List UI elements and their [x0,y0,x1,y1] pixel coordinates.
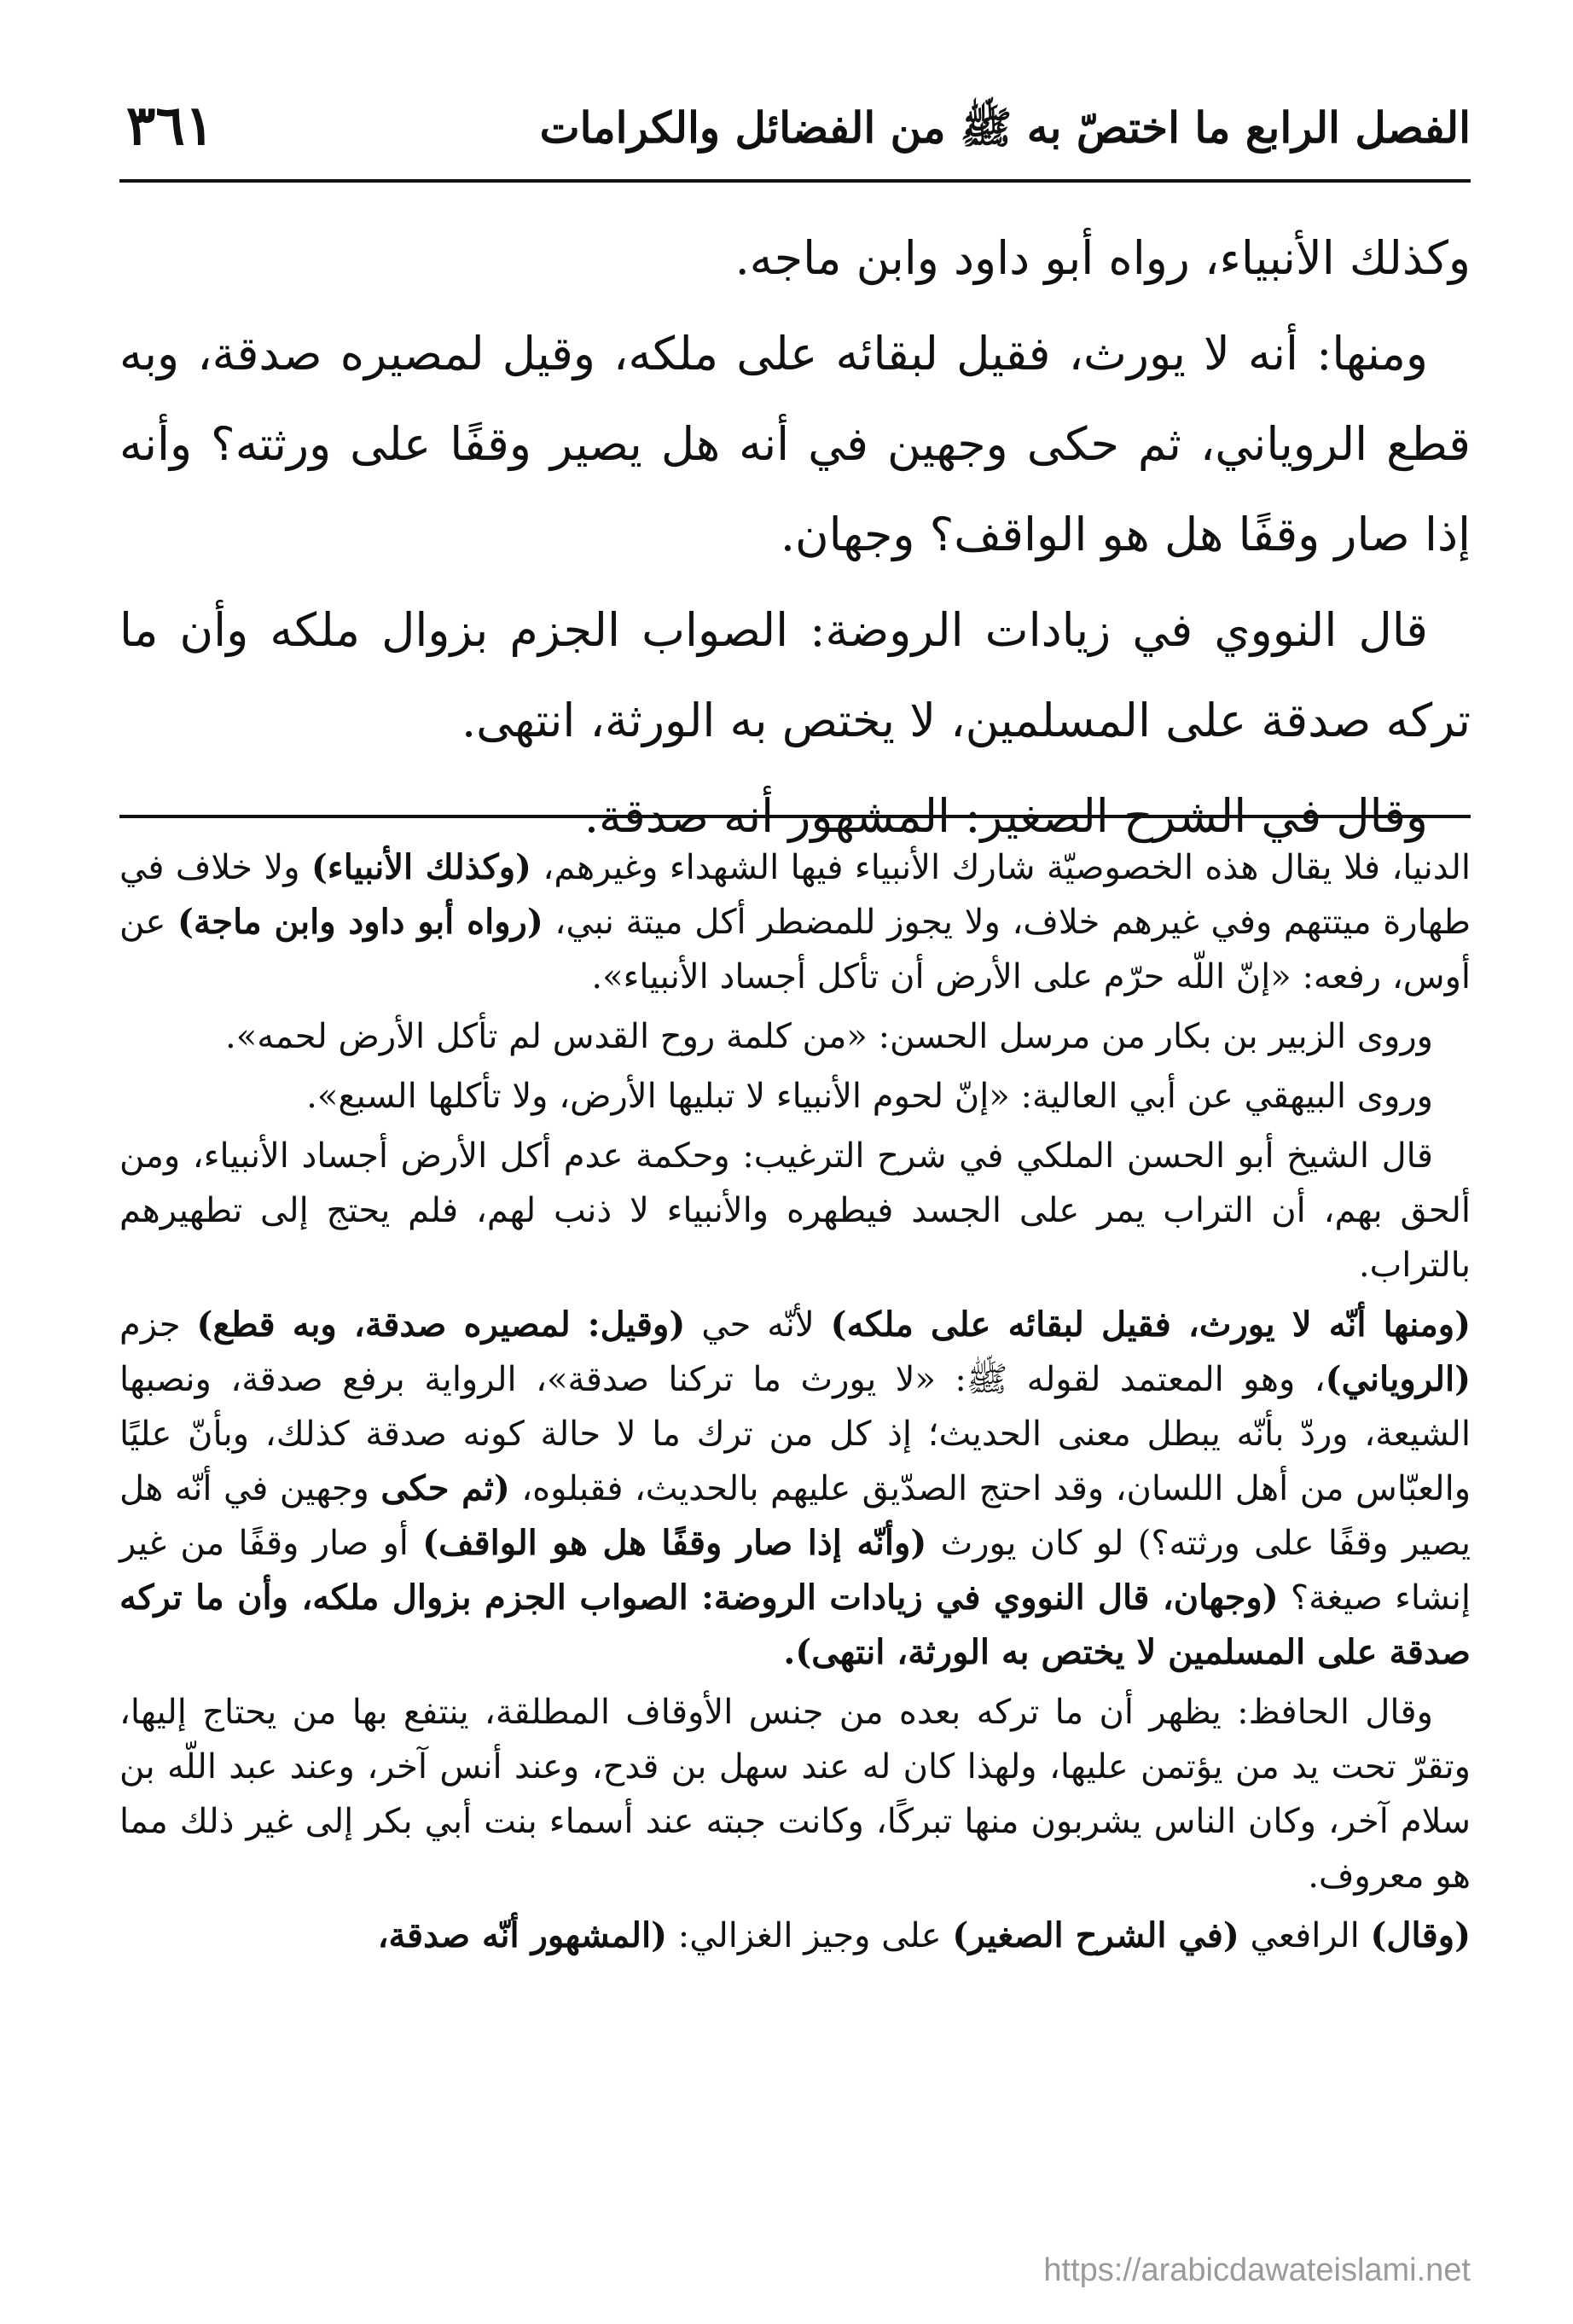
commentary-text: عن أوس، رفعه: «إنّ اللّه حرّم على الأرض أن تأكل أجساد الأنبياء». [119,903,1471,996]
quoted-text: (رواه أبو داود وابن ماجة) [177,902,543,942]
main-paragraph: وكذلك الأنبياء، رواه أبو داود وابن ماجه. [734,231,1471,285]
quoted-text: (وأنّه إذا صار وقفًا هل هو الواقف) [422,1523,927,1563]
commentary-text: وجهين في أنّه هل يصير وقفًا على ورثته؟) لو كان يورث [119,1469,1471,1563]
commentary [119,840,1471,1968]
quoted-text: (وكذلك الأنبياء) [311,847,531,887]
chapter-title: الفصل الرابع ما اختصّ به ﷺ من الفضائل والكرامات [539,102,1471,153]
quoted-text: (وقال) [1370,1915,1471,1955]
commentary-paragraph: وروى الزبير بن بكار من مرسل الحسن: «من كلمة روح القدس لم تأكل الأرض لحمه». [225,1017,1433,1056]
commentary-text: جزم [119,1305,197,1345]
commentary-paragraph: قال الشيخ أبو الحسن الملكي في شرح الترغيب: وحكمة عدم أكل الأرض أجساد الأنبياء، ومن ألحق بهم، أن التراب يمر على الجسد فيطهره والأنبياء لا ذنب لهم، فلم يحتج إلى تطهيرهم بالتراب. [119,1136,1471,1285]
quoted-text: (وقيل: لمصيره صدقة، وبه قطع) [196,1304,686,1345]
commentary-paragraph [119,840,1471,1004]
commentary-text: الرافعي [1239,1916,1371,1955]
commentary-text: أو صار وقفًا من غير إنشاء صيغة؟ [119,1524,1471,1618]
quoted-text: (المشهور أنّه صدقة، [377,1915,668,1955]
commentary-paragraph: وروى البيهقي عن أبي العالية: «إنّ لحوم الأنبياء لا تبليها الأرض، ولا تأكلها السبع». [306,1077,1433,1116]
page-header [119,85,1471,183]
main-paragraph: قال النووي في زيادات الروضة: الصواب الجزم بزوال ملكه وأن ما تركه صدقة على المسلمين، لا يختص به الورثة، انتهى. [119,603,1471,747]
page-number: ٣٦١ [126,94,215,158]
commentary-paragraph [119,1298,1471,1680]
main-paragraph: وقال في الشرح الصغير: المشهور أنه صدقة. [583,789,1428,843]
commentary-paragraph [119,1909,1471,1963]
quoted-text: (ثم حكى [380,1468,510,1508]
watermark-url: https://arabicdawateislami.net [1043,2252,1471,2288]
commentary-text: على وجيز الغزالي: [667,1916,953,1955]
commentary-text: لأنّه حي [685,1305,831,1345]
commentary-text: ولا خلاف في طهارة ميتتهم وفي غيرهم خلاف، ولا يجوز للمضطر أكل ميتة نبي، [119,848,1471,942]
footnote-divider [119,815,1471,818]
main-text [119,213,1471,867]
quoted-text: (ومنها أنّه لا يورث، فقيل لبقائه على ملكه) [830,1304,1471,1345]
main-paragraph: ومنها: أنه لا يورث، فقيل لبقائه على ملكه، وقيل لمصيره صدقة، وبه قطع الروياني، ثم حكى وجهين في أنه هل يصير وقفًا على ورثته؟ وأنه إذا صار وقفًا هل هو الواقف؟ وجهان. [119,327,1471,561]
commentary-text: الدنيا، فلا يقال هذه الخصوصيّة شارك الأنبياء فيها الشهداء وغيرهم، [531,848,1471,887]
commentary-text: ، وهو المعتمد لقوله ﷺ: «لا يورث ما تركنا صدقة»، الرواية برفع صدقة، ونصبها الشيعة، وردّ بأنّه يبطل معنى الحديث؛ إذ كل من ترك ما لا حالة كونه صدقة كذلك، وبأنّ عليًا والعبّاس من أهل اللسان، وقد احتج الصدّيق عليهم بالحديث، فقبلوه، [119,1360,1471,1508]
commentary-paragraph: وقال الحافظ: يظهر أن ما تركه بعده من جنس الأوقاف المطلقة، ينتفع بها من يحتاج إليها، وتقرّ تحت يد من يؤتمن عليها، ولهذا كان له عند سهل بن قدح، وعند أنس آخر، وعند عبد اللّه بن سلام آخر، وكان الناس يشربون منها تبركًا، وكانت جبته عند أسماء بنت أبي بكر إلى غير ذلك مما هو معروف. [119,1693,1471,1896]
quoted-text: (الروياني) [1325,1359,1471,1399]
quoted-text: (وجهان، قال النووي في زيادات الروضة: الصواب الجزم بزوال ملكه، وأن ما تركه صدقة على المسلمين لا يختص به الورثة، انتهى). [119,1577,1471,1672]
quoted-text: (في الشرح الصغير) [952,1915,1239,1955]
